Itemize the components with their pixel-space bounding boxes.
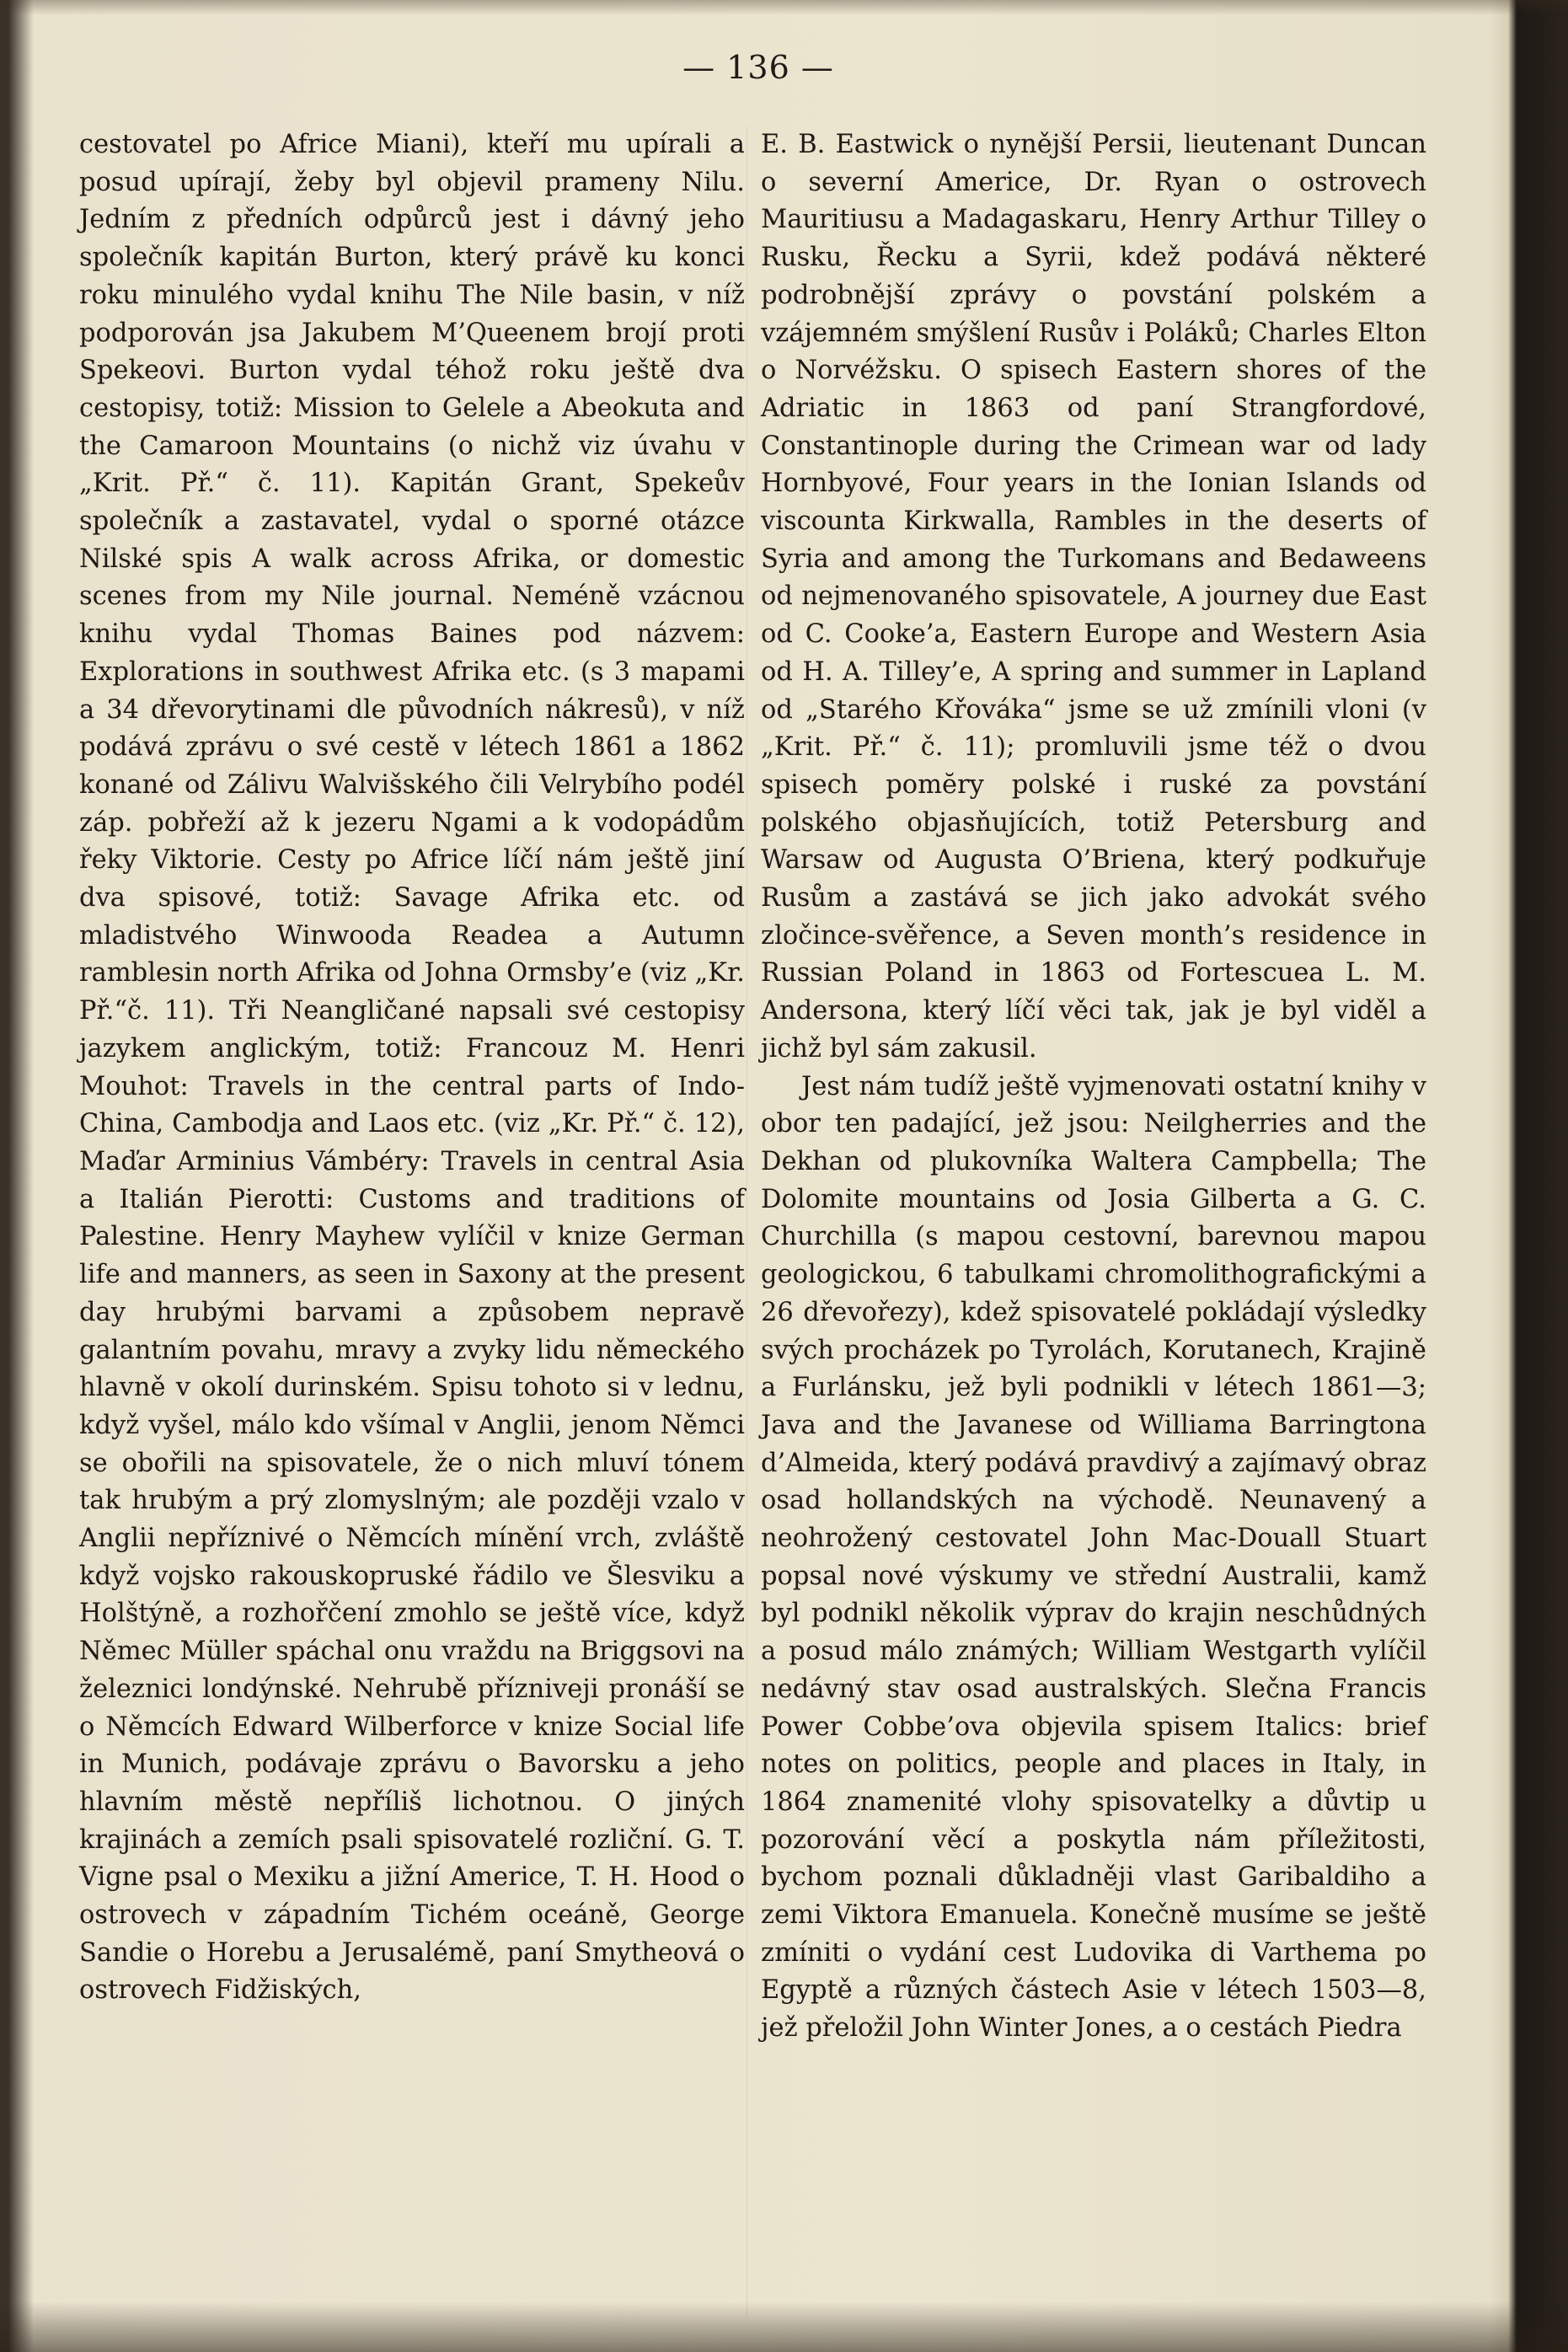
left-column-paragraph: cestovatel po Africe Miani), kteří mu upírali a posud upírají, žeby byl objevil prameny Nilu. Jedním z předních odpůrců jest i dávný jeho společník kapitán Burton, který právě ku konci roku minulého vydal knihu The Nile basin, v níž podporován jsa Jakubem M’Queenem brojí proti Spekeovi. Burton vydal téhož roku ještě dva cestopisy, totiž: Mission to Gelele a Abeokuta and the Camaroon Mountains (o nichž viz úvahu v „Krit. Př.“ č. 11). Kapitán Grant, Spekeův společník a zastavatel, vydal o sporné otázce Nilské spis A walk across Afrika, or domestic scenes from my Nile journal. Neméně vzácnou knihu vydal Thomas Baines pod názvem: Explorations in southwest Afrika etc. (s 3 mapami a 34 dřevorytinami dle původních nákresů), v níž podává zprávu o své cestě v létech 1861 a 1862 konané od Zálivu Walvišského čili Velrybího podél záp. pobřeží až k jezeru Ngami a k vodopádům řeky Viktorie. Cesty po Africe líčí nám ještě jiní dva spisové, totiž: Savage Afrika etc. od mladistvého Winwooda Readea a Autumn ramblesin north Afrika od Johna Ormsby’e (viz „Kr. Př.“č. 11). Tři Neangličané napsali své cestopisy jazykem anglickým, totiž: Francouz M. Henri Mouhot: Travels in the central parts of Indo-China, Cambodja and Laos etc. (viz „Kr. Př.“ č. 12), Maďar Arminius Vámbéry: Travels in central Asia a Italián Pierotti: Customs and traditions of Palestine. Henry Mayhew vylíčil v knize German life and manners, as seen in Saxony at the present day hrubými barvami a způsobem nepravě galantním povahu, mravy a zvyky lidu německého hlavně v okolí durinském. Spisu tohoto si v lednu, když vyšel, málo kdo všímal v Anglii, jenom Němci se obořili na spisovatele, že o nich mluví tónem tak hrubým a prý zlomyslným; ale později vzalo v Anglii nepříznivé o Němcích mínění vrch, zvláště když vojsko rakouskopruské řádilo ve Šlesviku a Holštýně, a rozhořčení zmohlo se ještě více, když Němec Müller spáchal onu vraždu na Briggsovi na železnici londýnské. Nehrubě přízniveji pronáší se o Němcích Edward Wilberforce v knize Social life in Munich, podávaje zprávu o Bavorsku a jeho hlavním městě nepříliš lichotnou. O jiných krajinách a zemích psali spisovatelé rozliční. G. T. Vigne psal o Mexiku a jižní Americe, T. H. Hood o ostrovech v západním Tichém oceáně, George Sandie o Horebu a Jerusalémě, paní Smytheová o ostrovech Fidžiských, [79,130,745,2006]
page-number: — 136 — [682,49,834,86]
right-column [761,126,1426,2048]
right-column-paragraph-2: Jest nám tudíž ještě vyjmenovati ostatní knihy v obor ten padající, jež jsou: Neilgherries and the Dekhan od plukovníka Waltera Campbella; The Dolomite mountains od Josia Gilberta a G. C. Churchilla (s mapou cestovní, barevnou mapou geologickou, 6 tabulkami chromolithografickými a 26 dřevořezy), kdež spisovatelé pokládají výsledky svých procházek po Tyrolách, Korutanech, Krajině a Furlánsku, jež byli podnikli v létech 1861—3; Java and the Javanese od Williama Barringtona d’Almeida, který podává pravdivý a zajímavý obraz osad hollandských na východě. Neunavený a neohrožený cestovatel John Mac-Douall Stuart popsal nové výskumy ve střední Australii, kamž byl podnikl několik výprav do krajin neschůdných a posud málo známých; William Westgarth vylíčil nedávný stav osad australských. Slečna Francis Power Cobbe’ova objevila spisem Italics: brief notes on politics, people and places in Italy, in 1864 znamenité vlohy spisovatelky a důvtip u pozorování věcí a poskytla nám příležitosti, bychom poznali důkladněji vlast Garibaldiho a zemi Viktora Emanuela. Konečně musíme se ještě zmíniti o vydání cest Ludovika di Varthema po Egyptě a různých částech Asie v létech 1503—8, jež přeložil John Winter Jones, a o cestách Piedra [761,1071,1426,2044]
left-column [79,126,745,2010]
page-bottom-shadow [0,2301,1568,2352]
page-top-edge [0,0,1568,15]
right-column-paragraph-1: E. B. Eastwick o nynější Persii, lieutenant Duncan o severní Americe, Dr. Ryan o ostrovech Mauritiusu a Madagaskaru, Henry Arthur Tilley o Rusku, Řecku a Syrii, kdež podává některé podrobnější zprávy o povstání polském a vzájemném smýšlení Rusův i Poláků; Charles Elton o Norvéžsku. O spisech Eastern shores of the Adriatic in 1863 od paní Strangfordové, Constantinople during the Crimean war od lady Hornbyové, Four years in the Ionian Islands od viscounta Kirkwalla, Rambles in the deserts of Syria and among the Turkomans and Bedaweens od nejmenovaného spisovatele, A journey due East od C. Cooke’a, Eastern Europe and Western Asia od H. A. Tilley’e, A spring and summer in Lapland od „Starého Křováka“ jsme se už zmínili vloni (v „Krit. Př.“ č. 11); promluvili jsme též o dvou spisech pomĕry polské i ruské za povstání polského objasňujících, totiž Petersburg and Warsaw od Augusta O’Briena, který podkuřuje Rusům a zastává se jich jako advokát svého zločince-svěřence, a Seven month’s residence in Russian Poland in 1863 od Fortescuea L. M. Andersona, který líčí věci tak, jak je byl viděl a jichž byl sám zakusil. [761,130,1426,1063]
